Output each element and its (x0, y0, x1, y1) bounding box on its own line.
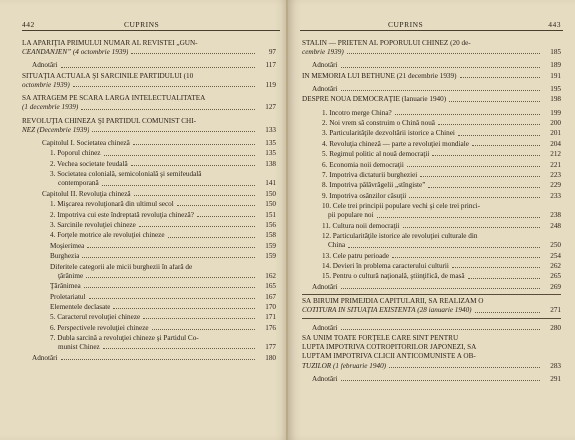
toc-entry-title: Adnotări (312, 86, 338, 93)
dot-leader (152, 329, 255, 330)
toc-page-number: 171 (265, 313, 276, 322)
toc-page-number: 223 (550, 170, 561, 179)
toc-page-number: 254 (550, 251, 561, 260)
toc-page-number: 162 (265, 271, 276, 280)
dot-leader (104, 155, 255, 156)
toc-page-number: 283 (550, 361, 561, 370)
toc-entry-title: Moşierimea (50, 242, 85, 250)
toc-page-number: 159 (265, 241, 276, 250)
page-number: 442 (22, 20, 35, 29)
dot-leader (131, 165, 255, 166)
toc-entry-title: COTITURĂ ÎN SITUAŢIA EXISTENTĂ (28 ianuarie 1940) (302, 307, 472, 315)
toc-entry-title: Proletariatul (50, 293, 86, 301)
toc-page-number: 185 (550, 48, 561, 57)
toc-page-number: 201 (550, 129, 561, 138)
toc-page-number: 195 (550, 85, 561, 93)
toc-entry-title: Adnotări (312, 62, 338, 70)
toc-page-number: 141 (265, 179, 276, 188)
toc-entry (302, 120, 561, 127)
toc-entry-line: SITUAŢIA ACTUALĂ ŞI SARCINILE PARTIDULUI (10 (22, 72, 194, 80)
toc-entry-title: 14. Devieri în problema caracterului culturii (322, 263, 449, 271)
toc-entry (22, 232, 276, 239)
toc-entry-last-line (302, 363, 561, 370)
right-page (288, 0, 575, 440)
toc-entry (302, 263, 561, 270)
toc-entry-title: (1 decembrie 1939) (22, 104, 79, 112)
toc-entry-title: Adnotări (32, 62, 58, 70)
toc-page-number: 262 (550, 262, 561, 271)
dot-leader (102, 185, 255, 186)
dot-leader (460, 77, 541, 78)
toc-entry-line: 12. Particularităţile istorice ale revoluţiei culturale din (322, 233, 478, 241)
table-of-contents (302, 38, 561, 386)
toc-entry-title: 4. Revoluţia chineză — parte a revoluţiei mondiale (322, 140, 469, 148)
toc-entry-line: 10. Cele trei principii populare vechi şi cele trei princi- (322, 203, 481, 211)
dot-leader (61, 67, 255, 68)
dot-leader (84, 287, 255, 288)
toc-entry (302, 130, 561, 137)
toc-entry (302, 233, 561, 249)
toc-page-number: 176 (265, 323, 276, 332)
toc-page-number: 191 (550, 71, 561, 80)
dot-leader (472, 145, 540, 146)
toc-page-number: 180 (265, 353, 276, 362)
toc-entry (22, 314, 276, 321)
toc-section-heading (22, 73, 276, 89)
toc-entry-last-line (302, 212, 561, 219)
toc-entry-title: munist Chinez (58, 344, 100, 352)
toc-entry-last-line (22, 127, 276, 134)
toc-page-number: 170 (265, 302, 276, 311)
toc-entry (302, 62, 561, 69)
toc-entry (22, 355, 276, 362)
dot-leader (452, 267, 540, 268)
dot-leader (409, 197, 540, 198)
dot-leader (131, 53, 255, 54)
dot-leader (377, 217, 540, 218)
dot-leader (348, 247, 540, 248)
toc-entry-title: ţărănime (58, 272, 84, 280)
toc-entry (22, 222, 276, 229)
toc-entry-title: Adnotări (312, 324, 338, 332)
toc-entry-title: TUZILOR (1 februarie 1940) (302, 362, 387, 370)
toc-entry (302, 86, 561, 93)
dot-leader (403, 227, 540, 228)
toc-section-heading (22, 118, 276, 134)
dot-leader (407, 166, 540, 167)
toc-entry-title: 1. Încotro merge China? (322, 109, 392, 117)
toc-page-number: 150 (265, 200, 276, 209)
toc-page-number: 127 (265, 103, 276, 112)
toc-entry-last-line (302, 96, 561, 103)
toc-entry-title: NEZ (Decembrie 1939) (22, 126, 90, 134)
dot-leader (86, 277, 255, 278)
toc-entry (22, 264, 276, 280)
toc-section-heading (22, 40, 276, 56)
toc-entry-last-line (22, 180, 276, 187)
toc-entry-line: 7. Dubla sarcină a revoluţiei chineze şi Partidul Co- (50, 335, 199, 343)
toc-entry-line: SĂ UNIM TOATE FORŢELE CARE SÎNT PENTRU (302, 335, 459, 343)
toc-entry-title: Adnotări (312, 375, 338, 383)
dot-leader (177, 205, 255, 206)
dot-leader (432, 155, 540, 156)
toc-entry-title: 5. Caracterul revoluţiei chineze (50, 314, 141, 322)
toc-entry-title: Capitolul I. Societatea chineză (42, 140, 130, 148)
toc-page-number: 133 (265, 125, 276, 134)
toc-entry-line: LA APARIŢIA PRIMULUI NUMĂR AL REVISTEI „GUN- (22, 40, 198, 47)
dot-leader (395, 114, 540, 115)
toc-entry-title: 8. Împotriva pălăvrăgelii „stîngiste” (322, 182, 426, 190)
dot-leader (92, 131, 255, 132)
toc-entry-last-line (22, 82, 276, 89)
toc-entry-last-line (302, 307, 561, 314)
dot-leader (341, 288, 540, 289)
toc-page-number: 198 (550, 95, 561, 104)
toc-page-number: 151 (265, 210, 276, 219)
toc-entry-title: Capitolul II. Revoluţia chineză (42, 190, 131, 198)
toc-entry-title: 5. Regimul politic al nouă democraţii (322, 151, 430, 159)
toc-page-number: 97 (268, 48, 276, 57)
toc-page-number: 204 (550, 139, 561, 148)
toc-page-number: 138 (265, 159, 276, 168)
toc-entry (22, 294, 276, 301)
toc-entry (22, 253, 276, 260)
header-rule (22, 30, 280, 31)
table-of-contents (22, 38, 276, 365)
toc-entry-title: China (328, 242, 346, 250)
dot-leader (458, 135, 540, 136)
toc-entry-title: 9. Împotriva osânzilor căsuţii (322, 192, 407, 200)
toc-entry (22, 201, 276, 208)
dot-leader (139, 226, 255, 227)
toc-entry-title: 6. Economia noii democraţii (322, 161, 404, 169)
dot-leader (133, 144, 255, 145)
toc-entry-line: STALIN — PRIETEN AL POPORULUI CHINEZ (20 de- (302, 40, 471, 47)
toc-page-number: 271 (550, 306, 561, 315)
dot-leader (61, 359, 255, 360)
toc-page-number: 199 (550, 108, 561, 117)
dot-leader (449, 101, 540, 102)
toc-page-number: 135 (265, 139, 276, 148)
toc-entry (302, 151, 561, 158)
toc-page-number: 150 (265, 189, 276, 198)
toc-entry (302, 182, 561, 189)
toc-page-number: 165 (265, 282, 276, 291)
header-rule (300, 30, 563, 31)
toc-entry-line: LUPTĂM ÎMPOTRIVA CLICII ANTICOMUNISTE A OB- (302, 353, 476, 361)
toc-entry (22, 161, 276, 168)
toc-entry (302, 203, 561, 219)
toc-entry-title: DESPRE NOUA DEMOCRAŢIE (Ianuarie 1940) (302, 96, 447, 104)
toc-entry-line: Diferitele categorii ale micii burghezii în afară de (50, 263, 193, 271)
running-title: CUPRINS (388, 20, 424, 29)
toc-page-number: 159 (265, 252, 276, 261)
toc-section-heading (22, 95, 276, 111)
toc-entry-title: 2. Noi vrem să construim o Chină nouă (322, 119, 435, 127)
toc-entry-title: 3. Particularităţile dezvoltării istorice a Chinei (322, 130, 455, 138)
toc-entry (22, 212, 276, 219)
toc-entry (22, 191, 276, 198)
toc-entry-title: 13. Cele patru perioade (322, 252, 390, 260)
toc-entry-title: 1. Poporul chinez (50, 150, 101, 158)
toc-entry (302, 284, 561, 291)
toc-entry-title: Burghezia (50, 253, 80, 261)
dot-leader (82, 257, 255, 258)
toc-page-number: 119 (265, 81, 276, 89)
toc-page-number: 265 (550, 272, 561, 281)
dot-leader (347, 53, 540, 54)
page-number: 443 (548, 20, 561, 29)
toc-entry-line: SĂ BIRUIM PRIMEJDIA CAPITULĂRII, SĂ REALIZĂM O (302, 298, 484, 306)
toc-page-number: 229 (550, 181, 561, 190)
toc-entry-title: contemporană (58, 180, 99, 188)
toc-entry (22, 243, 276, 250)
toc-entry (302, 172, 561, 179)
toc-entry (302, 325, 561, 332)
toc-entry-title: 3. Sarcinile revoluţiei chineze (50, 221, 136, 229)
toc-entry (22, 335, 276, 351)
dot-leader (197, 216, 255, 217)
toc-entry (22, 150, 276, 157)
dot-leader (81, 109, 255, 110)
dot-leader (89, 298, 255, 299)
toc-entry (22, 283, 276, 290)
toc-entry-title: 2. Vechea societate feudală (50, 160, 128, 168)
toc-page-number: 221 (550, 160, 561, 169)
toc-page-number: 156 (265, 220, 276, 229)
dot-leader (134, 195, 255, 196)
toc-entry (302, 141, 561, 148)
toc-page-number: 177 (265, 343, 276, 352)
toc-page-number: 117 (265, 61, 276, 70)
toc-page-number: 291 (550, 374, 561, 383)
toc-entry (302, 162, 561, 169)
toc-entry-last-line (302, 242, 561, 249)
toc-entry (22, 62, 276, 69)
toc-entry-title: cembrie 1939) (302, 49, 344, 57)
toc-section-heading (302, 294, 561, 318)
dot-leader (392, 257, 540, 258)
toc-entry-last-line (22, 49, 276, 56)
toc-page-number: 280 (550, 323, 561, 332)
toc-entry-title: 1. Mişcarea revoluţionară din ultimul secol (50, 201, 174, 209)
toc-entry-line: LUPTA ÎMPOTRIVA COTROPITORILOR JAPONEZI, SĂ (302, 344, 477, 352)
toc-entry (22, 140, 276, 147)
toc-entry-title: ÎN MEMORIA LUI BETHUNE (21 decembrie 1939) (302, 72, 457, 80)
toc-entry-line: 3. Societatea colonială, semicolonială şi semifeudală (50, 171, 202, 179)
toc-entry-title: 6. Perspectivele revoluţiei chineze (50, 324, 149, 332)
toc-entry-last-line (22, 344, 276, 351)
toc-entry (22, 325, 276, 332)
toc-section-heading (302, 40, 561, 56)
toc-entry-title: 11. Cultura noii democraţii (322, 222, 400, 230)
dot-leader (438, 124, 540, 125)
toc-entry (302, 110, 561, 117)
toc-entry (302, 223, 561, 230)
toc-page-number: 238 (550, 211, 561, 220)
dot-leader (73, 86, 255, 87)
toc-entry-title: 4. Forţele motrice ale revoluţiei chineze (50, 232, 165, 240)
dot-leader (341, 90, 540, 91)
toc-entry-title: CEANDANJEN” (4 octombrie 1939) (22, 49, 129, 57)
toc-page-number: 212 (550, 150, 561, 159)
toc-entry-title: 15. Pentru o cultură naţională, ştiinţifică, de masă (322, 273, 465, 281)
toc-page-number: 167 (265, 292, 276, 301)
dot-leader (87, 247, 255, 248)
toc-entry-last-line (22, 273, 276, 280)
toc-entry (302, 193, 561, 200)
toc-entry-title: octombrie 1939) (22, 82, 70, 89)
running-title: CUPRINS (124, 20, 160, 29)
toc-page-number: 189 (550, 61, 561, 70)
toc-entry-title: pii populare noi (328, 212, 374, 220)
toc-entry (302, 273, 561, 280)
toc-entry-title: 7. Împotriva dictaturii burgheziei (322, 171, 418, 179)
toc-entry-title: 2. Împotriva cui este îndreptată revoluţia chineză? (50, 211, 194, 219)
toc-entry-title: Adnotări (32, 354, 58, 362)
toc-entry-last-line (302, 73, 561, 80)
dot-leader (475, 312, 540, 313)
toc-entry (302, 376, 561, 383)
dot-leader (341, 380, 540, 381)
dot-leader (468, 278, 540, 279)
toc-page-number: 158 (265, 231, 276, 240)
toc-page-number: 135 (265, 149, 276, 158)
toc-entry-line: REVOLUŢIA CHINEZĂ ŞI PARTIDUL COMUNIST CHI- (22, 117, 196, 125)
dot-leader (341, 67, 540, 68)
toc-entry (22, 304, 276, 311)
dot-leader (428, 187, 540, 188)
toc-page-number: 269 (550, 282, 561, 291)
dot-leader (168, 237, 255, 238)
toc-entry-title: Adnotări (312, 283, 338, 291)
toc-page-number: 250 (550, 241, 561, 250)
dot-leader (420, 176, 540, 177)
toc-section-heading (302, 335, 561, 370)
toc-entry-line: SĂ ATRAGEM PE SCARĂ LARGĂ INTELECTUALITATEA (22, 95, 206, 103)
toc-section-heading (302, 73, 561, 80)
toc-entry (22, 171, 276, 187)
dot-leader (143, 318, 255, 319)
toc-entry-title: Ţărănimea (50, 283, 81, 291)
dot-leader (389, 367, 540, 368)
toc-entry (302, 253, 561, 260)
toc-entry-last-line (22, 104, 276, 111)
toc-section-heading (302, 96, 561, 103)
dot-leader (113, 308, 255, 309)
toc-page-number: 248 (550, 221, 561, 230)
dot-leader (341, 329, 540, 330)
toc-page-number: 200 (550, 118, 561, 127)
toc-entry-title: Elementele declasate (50, 303, 111, 311)
toc-page-number: 233 (550, 191, 561, 200)
dot-leader (103, 348, 255, 349)
toc-entry-last-line (302, 49, 561, 56)
